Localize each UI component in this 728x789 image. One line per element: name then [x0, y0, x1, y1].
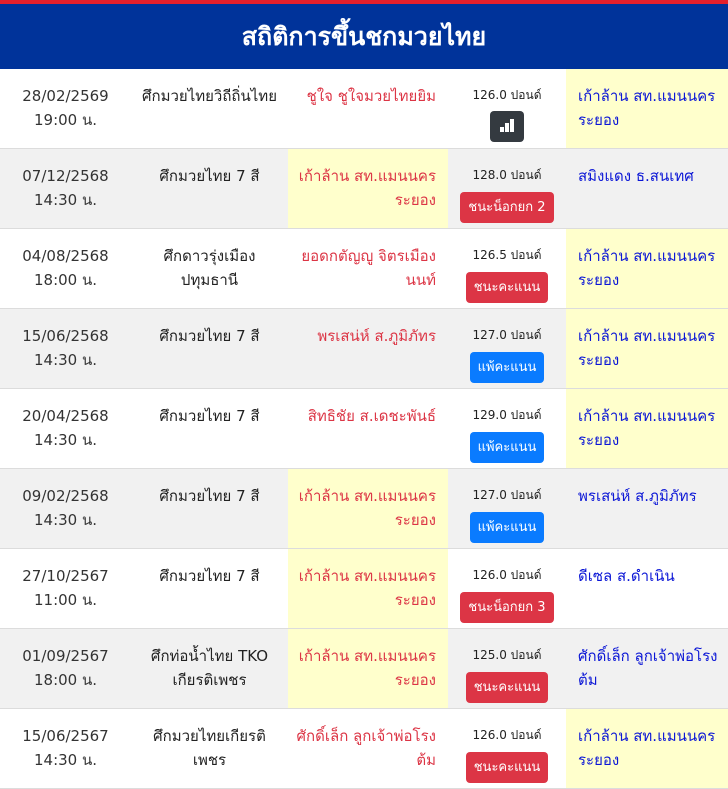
red-corner-fighter[interactable]: ชูใจ ชูใจมวยไทยยิม [306, 87, 436, 105]
fight-date [0, 149, 131, 228]
red-corner-fighter[interactable]: ศักดิ์เล็ก ลูกเจ้าพ่อโรงต้ม [296, 727, 436, 769]
date-text: 28/02/2569 [22, 87, 109, 105]
fight-result [448, 389, 566, 468]
fight-row [0, 229, 728, 309]
result-badge: ชนะคะแนน [466, 672, 549, 703]
date-text: 07/12/2568 [22, 167, 109, 185]
result-badge: แพ้คะแนน [470, 352, 545, 383]
time-text: 18:00 น. [33, 271, 98, 289]
bar-chart-icon[interactable] [490, 111, 524, 142]
event-name: ศึกมวยไทย 7 สี [159, 487, 260, 505]
result-badge: ชนะคะแนน [466, 272, 549, 303]
date-text: 04/08/2568 [22, 247, 109, 265]
weight-label: 126.0 ปอนด์ [472, 88, 542, 102]
result-badge: แพ้คะแนน [470, 432, 545, 463]
blue-corner-fighter[interactable]: เก้าล้าน สท.แมนนครระยอง [566, 709, 728, 788]
blue-corner-fighter[interactable]: ดีเซล ส.ดำเนิน [578, 567, 675, 585]
fight-result [448, 69, 566, 148]
red-corner-fighter[interactable]: เก้าล้าน สท.แมนนครระยอง [288, 469, 448, 548]
time-text: 14:30 น. [33, 511, 98, 529]
result-badge: แพ้คะแนน [470, 512, 545, 543]
weight-label: 127.0 ปอนด์ [472, 328, 542, 342]
event-name: ศึกมวยไทยวิถีถิ่นไทย [142, 87, 277, 105]
result-badge: ชนะน็อกยก 3 [460, 592, 553, 623]
date-text: 27/10/2567 [22, 567, 109, 585]
red-corner-fighter[interactable]: เก้าล้าน สท.แมนนครระยอง [288, 629, 448, 708]
weight-label: 126.0 ปอนด์ [472, 728, 542, 742]
fight-date [0, 629, 131, 708]
fight-result [448, 549, 566, 628]
event-name: ศึกมวยไทย 7 สี [159, 567, 260, 585]
fight-date [0, 229, 131, 308]
result-badge: ชนะคะแนน [466, 752, 549, 783]
fight-date [0, 469, 131, 548]
fight-row [0, 389, 728, 469]
date-text: 15/06/2568 [22, 327, 109, 345]
result-badge: ชนะน็อกยก 2 [460, 192, 553, 223]
red-corner-fighter[interactable]: เก้าล้าน สท.แมนนครระยอง [288, 549, 448, 628]
weight-label: 128.0 ปอนด์ [472, 168, 542, 182]
event-name: ศึกดาวรุ่งเมืองปทุมธานี [163, 247, 256, 289]
event-name: ศึกมวยไทยเกียรติเพชร [153, 727, 266, 769]
date-text: 09/02/2568 [22, 487, 109, 505]
fight-row [0, 69, 728, 149]
fight-row [0, 629, 728, 709]
time-text: 14:30 น. [33, 431, 98, 449]
red-corner-fighter[interactable]: เก้าล้าน สท.แมนนครระยอง [288, 149, 448, 228]
weight-label: 126.5 ปอนด์ [472, 248, 542, 262]
blue-corner-fighter[interactable]: เก้าล้าน สท.แมนนครระยอง [566, 229, 728, 308]
event-name: ศึกมวยไทย 7 สี [159, 327, 260, 345]
fight-result [448, 629, 566, 708]
red-corner-fighter[interactable]: พรเสน่ห์ ส.ภูมิภัทร [317, 327, 436, 345]
blue-corner-fighter[interactable]: เก้าล้าน สท.แมนนครระยอง [566, 69, 728, 148]
fight-row [0, 309, 728, 389]
event-name: ศึกท่อน้ำไทย TKO เกียรติเพชร [150, 647, 269, 689]
event-name: ศึกมวยไทย 7 สี [159, 167, 260, 185]
red-corner-fighter[interactable]: สิทธิชัย ส.เดชะพันธ์ [307, 407, 436, 425]
fight-row [0, 709, 728, 789]
fight-result [448, 469, 566, 548]
time-text: 11:00 น. [33, 591, 98, 609]
date-text: 01/09/2567 [22, 647, 109, 665]
time-text: 18:00 น. [33, 671, 98, 689]
fight-date [0, 389, 131, 468]
red-corner-fighter[interactable]: ยอดกตัญญู จิตรเมืองนนท์ [301, 247, 436, 289]
blue-corner-fighter[interactable]: สมิงแดง ธ.สนเทศ [578, 167, 694, 185]
fight-date [0, 69, 131, 148]
fight-row [0, 549, 728, 629]
blue-corner-fighter[interactable]: ศักดิ์เล็ก ลูกเจ้าพ่อโรงต้ม [578, 647, 718, 689]
fight-stats-list [0, 69, 728, 789]
time-text: 19:00 น. [33, 111, 98, 129]
weight-label: 125.0 ปอนด์ [472, 648, 542, 662]
weight-label: 127.0 ปอนด์ [472, 488, 542, 502]
fight-result [448, 229, 566, 308]
date-text: 15/06/2567 [22, 727, 109, 745]
fight-date [0, 309, 131, 388]
time-text: 14:30 น. [33, 751, 98, 769]
fight-row [0, 469, 728, 549]
page-title: สถิติการขึ้นชกมวยไทย [0, 4, 728, 69]
fight-result [448, 709, 566, 788]
event-name: ศึกมวยไทย 7 สี [159, 407, 260, 425]
weight-label: 129.0 ปอนด์ [472, 408, 542, 422]
fight-date [0, 549, 131, 628]
fight-date [0, 709, 131, 788]
blue-corner-fighter[interactable]: เก้าล้าน สท.แมนนครระยอง [566, 309, 728, 388]
date-text: 20/04/2568 [22, 407, 109, 425]
blue-corner-fighter[interactable]: เก้าล้าน สท.แมนนครระยอง [566, 389, 728, 468]
fight-result [448, 309, 566, 388]
weight-label: 126.0 ปอนด์ [472, 568, 542, 582]
fight-result [448, 149, 566, 228]
time-text: 14:30 น. [33, 191, 98, 209]
blue-corner-fighter[interactable]: พรเสน่ห์ ส.ภูมิภัทร [578, 487, 697, 505]
fight-row [0, 149, 728, 229]
time-text: 14:30 น. [33, 351, 98, 369]
